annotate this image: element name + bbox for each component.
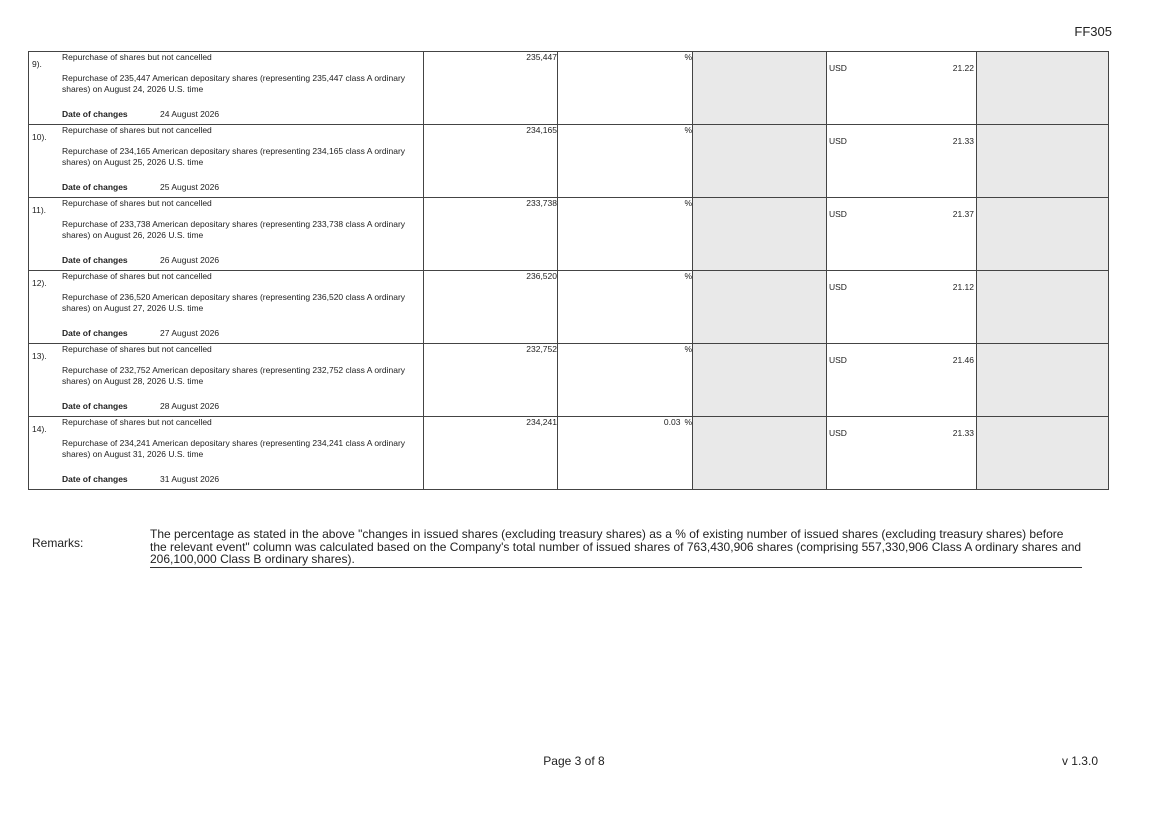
date-value: 26 August 2026 (160, 255, 220, 265)
date-value: 25 August 2026 (160, 182, 220, 192)
price-value: 21.22 (952, 63, 974, 73)
description-cell (29, 125, 424, 198)
price-cell (827, 344, 977, 417)
date-of-changes (62, 255, 219, 265)
percent-sign: % (684, 198, 692, 208)
percentage-cell (558, 271, 693, 344)
row-index: 14). (32, 424, 47, 434)
description-cell (29, 52, 424, 125)
table-row (29, 52, 1109, 125)
event-title: Repurchase of shares but not cancelled (62, 52, 212, 62)
description-cell (29, 271, 424, 344)
date-label: Date of changes (62, 328, 128, 338)
currency-label: USD (829, 282, 847, 292)
percentage-cell (558, 344, 693, 417)
price-cell (827, 52, 977, 125)
row-index: 13). (32, 351, 47, 361)
remarks-text: The percentage as stated in the above "changes in issued shares (excluding treasury shares) as a % of existing number of issued shares (excluding treasury shares) before the relevant event" column was calculated based on the Company's total number of issued shares of 763,430,906 shares (comprising 557,330,906 Class A ordinary shares and 206,100,000 Class B ordinary shares). (150, 527, 1082, 566)
gray-cell (977, 52, 1109, 125)
price-value: 21.37 (952, 209, 974, 219)
price-cell (827, 125, 977, 198)
shares-cell: 232,752 (424, 344, 558, 417)
date-label: Date of changes (62, 182, 128, 192)
row-index: 11). (32, 205, 47, 215)
price-value: 21.33 (952, 136, 974, 146)
date-of-changes (62, 182, 219, 192)
remarks-label: Remarks: (32, 536, 84, 550)
date-value: 27 August 2026 (160, 328, 220, 338)
percentage-cell (558, 52, 693, 125)
event-title: Repurchase of shares but not cancelled (62, 125, 212, 135)
gray-cell (693, 198, 827, 271)
gray-cell (693, 417, 827, 490)
row-index: 9). (32, 59, 42, 69)
price-cell (827, 417, 977, 490)
description-cell (29, 198, 424, 271)
row-index: 10). (32, 132, 47, 142)
currency-label: USD (829, 355, 847, 365)
gray-cell (693, 344, 827, 417)
percentage-cell (558, 417, 693, 490)
gray-cell (977, 198, 1109, 271)
shares-cell: 233,738 (424, 198, 558, 271)
gray-cell (977, 125, 1109, 198)
description-cell (29, 417, 424, 490)
shares-cell: 235,447 (424, 52, 558, 125)
event-description: Repurchase of 235,447 American depositary shares (representing 235,447 class A ordinary shares) on August 24, 2026 U.S. time (62, 73, 406, 94)
table-row (29, 271, 1109, 344)
date-of-changes (62, 401, 219, 411)
version-label: v 1.3.0 (1061, 754, 1098, 768)
price-cell (827, 198, 977, 271)
price-value: 21.12 (952, 282, 974, 292)
description-cell (29, 344, 424, 417)
currency-label: USD (829, 136, 847, 146)
percent-sign: % (684, 344, 692, 354)
percent-sign: % (684, 271, 692, 281)
price-value: 21.46 (952, 355, 974, 365)
event-description: Repurchase of 234,165 American depositary shares (representing 234,165 class A ordinary shares) on August 25, 2026 U.S. time (62, 146, 406, 167)
event-title: Repurchase of shares but not cancelled (62, 344, 212, 354)
currency-label: USD (829, 63, 847, 73)
row-index: 12). (32, 278, 47, 288)
share-changes-table (28, 51, 1109, 490)
percent-sign: % (684, 52, 692, 62)
page-number: Page 3 of 8 (543, 754, 605, 768)
date-label: Date of changes (62, 474, 128, 484)
percent-sign: % (684, 417, 692, 427)
gray-cell (693, 52, 827, 125)
percentage-cell (558, 198, 693, 271)
event-description: Repurchase of 234,241 American depositary shares (representing 234,241 class A ordinary shares) on August 31, 2026 U.S. time (62, 438, 406, 459)
percentage-value: 0.03 (663, 417, 681, 427)
gray-cell (977, 344, 1109, 417)
price-value: 21.33 (952, 428, 974, 438)
gray-cell (693, 271, 827, 344)
percentage-cell (558, 125, 693, 198)
event-title: Repurchase of shares but not cancelled (62, 271, 212, 281)
event-title: Repurchase of shares but not cancelled (62, 198, 212, 208)
event-title: Repurchase of shares but not cancelled (62, 417, 212, 427)
price-cell (827, 271, 977, 344)
date-value: 31 August 2026 (160, 474, 220, 484)
date-label: Date of changes (62, 401, 128, 411)
table-row (29, 125, 1109, 198)
date-of-changes (62, 474, 219, 484)
date-value: 24 August 2026 (160, 109, 220, 119)
table-row (29, 344, 1109, 417)
gray-cell (977, 417, 1109, 490)
table-row (29, 198, 1109, 271)
event-description: Repurchase of 236,520 American depositary shares (representing 236,520 class A ordinary shares) on August 27, 2026 U.S. time (62, 292, 406, 313)
event-description: Repurchase of 233,738 American depositary shares (representing 233,738 class A ordinary shares) on August 26, 2026 U.S. time (62, 219, 406, 240)
shares-cell: 234,241 (424, 417, 558, 490)
percent-sign: % (684, 125, 692, 135)
shares-cell: 236,520 (424, 271, 558, 344)
gray-cell (693, 125, 827, 198)
table-row (29, 417, 1109, 490)
shares-cell: 234,165 (424, 125, 558, 198)
currency-label: USD (829, 428, 847, 438)
currency-label: USD (829, 209, 847, 219)
date-label: Date of changes (62, 255, 128, 265)
date-label: Date of changes (62, 109, 128, 119)
date-of-changes (62, 328, 219, 338)
date-value: 28 August 2026 (160, 401, 220, 411)
date-of-changes (62, 109, 219, 119)
event-description: Repurchase of 232,752 American depositary shares (representing 232,752 class A ordinary shares) on August 28, 2026 U.S. time (62, 365, 406, 386)
gray-cell (977, 271, 1109, 344)
form-code: FF305 (1074, 24, 1112, 39)
